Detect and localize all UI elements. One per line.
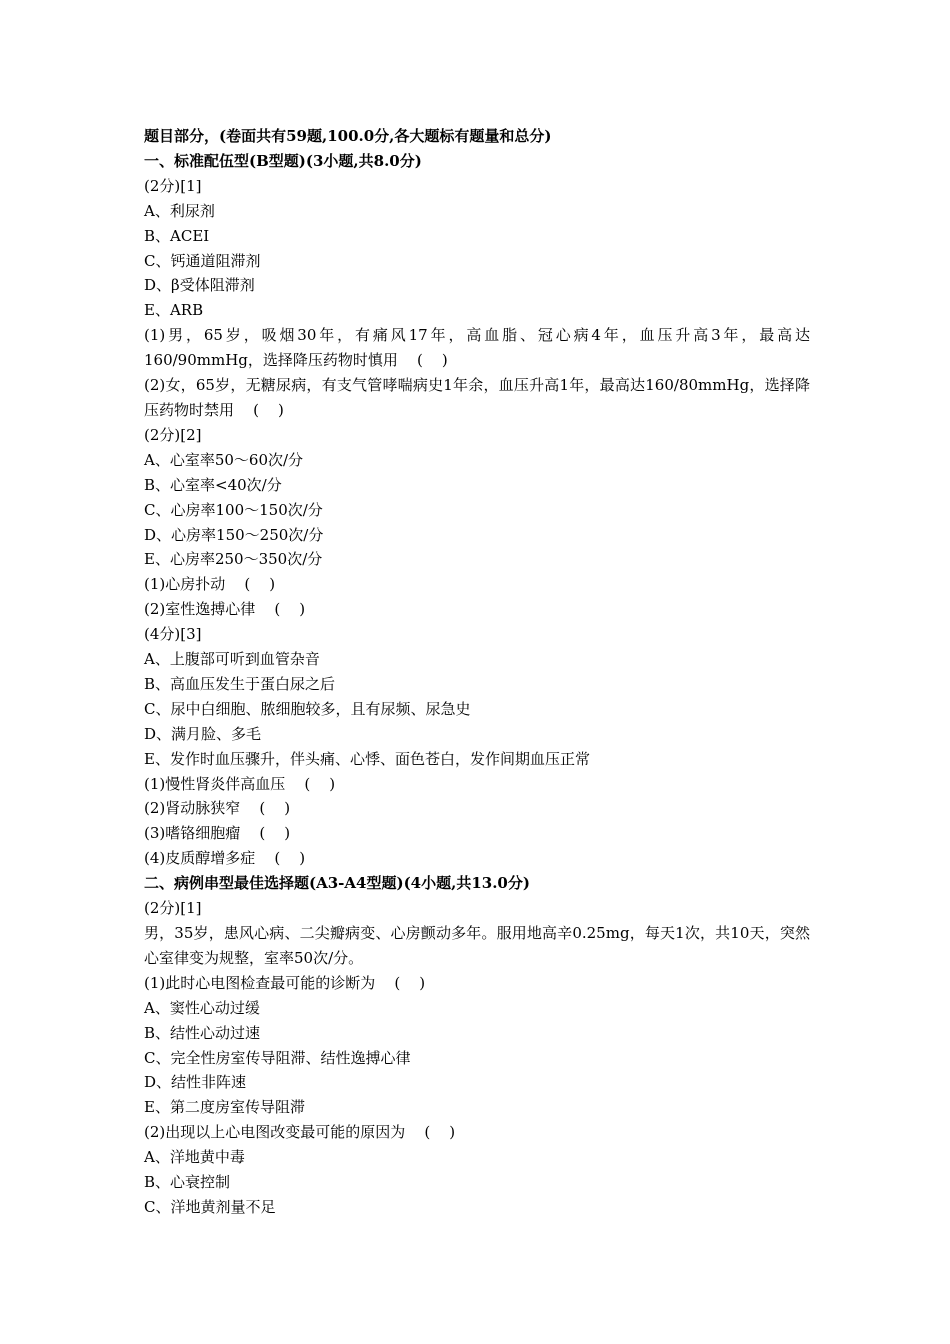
question-text: (1)心房扑动 ( ) xyxy=(144,575,276,594)
option-item: D、结性非阵速 xyxy=(144,1073,247,1092)
option-item: E、第二度房室传导阻滞 xyxy=(144,1098,305,1117)
option-item: D、满月脸、多毛 xyxy=(144,724,262,743)
question-text: (3)嗜铬细胞瘤 ( ) xyxy=(144,824,291,843)
option-item: B、ACEI xyxy=(144,226,210,245)
exam-header: 题目部分，(卷面共有59题,100.0分,各大题标有题量和总分) xyxy=(144,127,552,145)
question-group-label: (2分)[2] xyxy=(144,425,202,444)
option-item: D、β受体阻滞剂 xyxy=(144,276,255,295)
question-group-label: (2分)[1] xyxy=(144,176,202,195)
question-group-label: (4分)[3] xyxy=(144,625,202,644)
option-item: C、尿中白细胞、脓细胞较多，且有尿频、尿急史 xyxy=(144,699,471,718)
option-item: E、ARB xyxy=(144,301,204,320)
option-item: A、利尿剂 xyxy=(144,201,215,220)
question-text: (1)男，65岁，吸烟30年，有痛风17年，高血脂、冠心病4年，血压升高3年，最高达160/90mmHg，选择降压药物时慎用 ( ) xyxy=(144,326,810,370)
option-item: D、心房率150～250次/分 xyxy=(144,525,324,544)
question-text: (2)女，65岁，无糖尿病，有支气管哮喘病史1年余，血压升高1年，最高达160/80mmHg，选择降压药物时禁用 ( ) xyxy=(144,376,810,419)
question-text: (1)慢性肾炎伴高血压 ( ) xyxy=(144,774,336,793)
option-item: C、钙通道阻滞剂 xyxy=(144,251,261,270)
option-item: C、完全性房室传导阻滞、结性逸搏心律 xyxy=(144,1048,411,1067)
option-item: A、窦性心动过缓 xyxy=(144,998,260,1017)
option-item: A、上腹部可听到血管杂音 xyxy=(144,650,320,669)
option-item: C、心房率100～150次/分 xyxy=(144,500,323,519)
question-text: (2)室性逸搏心律 ( ) xyxy=(144,600,306,619)
option-item: C、洋地黄剂量不足 xyxy=(144,1197,276,1216)
question-text: (2)出现以上心电图改变最可能的原因为 ( ) xyxy=(144,1123,456,1142)
option-item: B、结性心动过速 xyxy=(144,1023,261,1042)
option-item: A、洋地黄中毒 xyxy=(144,1148,245,1167)
section-title: 二、病例串型最佳选择题(A3-A4型题)(4小题,共13.0分) xyxy=(144,874,530,893)
question-text: (2)肾动脉狭窄 ( ) xyxy=(144,799,291,818)
section-title: 一、标准配伍型(B型题)(3小题,共8.0分) xyxy=(144,151,422,170)
document-page xyxy=(144,124,810,1220)
case-description: 男，35岁，患风心病、二尖瓣病变、心房颤动多年。服用地高辛0.25mg，每天1次，共10天，突然心室律变为规整，室率50次/分。 xyxy=(144,924,810,967)
question-text: (1)此时心电图检查最可能的诊断为 ( ) xyxy=(144,973,426,992)
option-item: E、发作时血压骤升，伴头痛、心悸、面色苍白，发作间期血压正常 xyxy=(144,749,590,768)
question-text: (4)皮质醇增多症 ( ) xyxy=(144,849,306,868)
question-group-label: (2分)[1] xyxy=(144,899,202,918)
option-item: E、心房率250～350次/分 xyxy=(144,550,323,569)
option-item: B、高血压发生于蛋白尿之后 xyxy=(144,674,336,693)
option-item: A、心室率50～60次/分 xyxy=(144,450,304,469)
option-item: B、心室率<40次/分 xyxy=(144,475,282,494)
option-item: B、心衰控制 xyxy=(144,1173,231,1192)
